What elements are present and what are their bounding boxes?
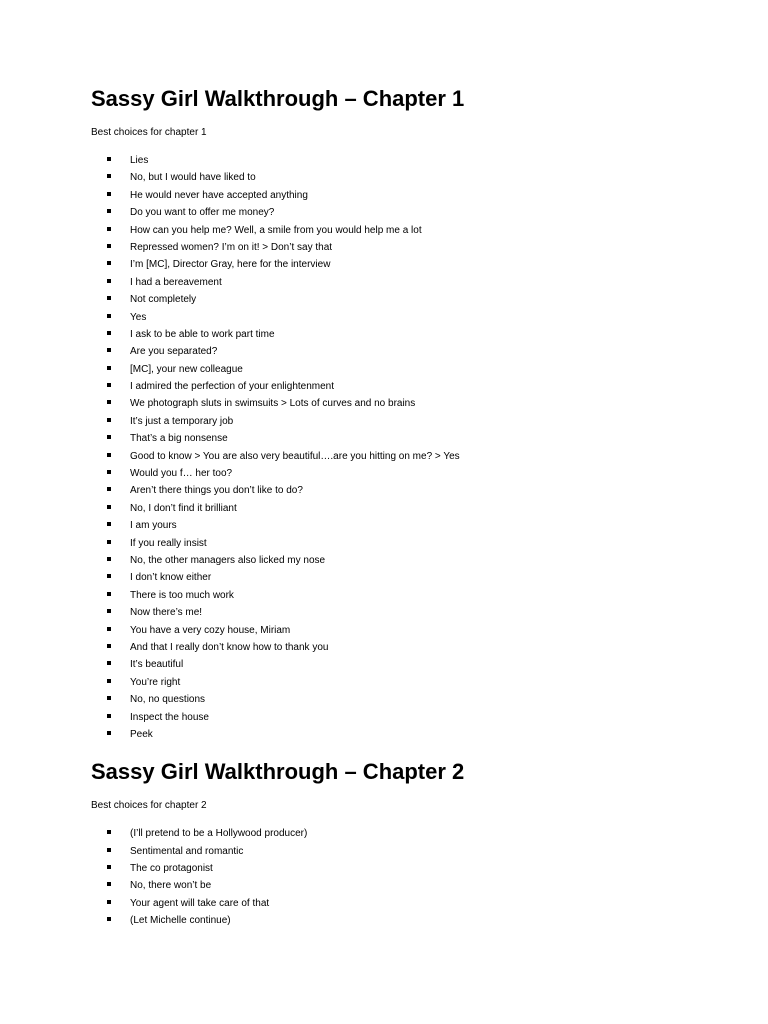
list-item-text: I am yours — [130, 520, 177, 532]
list-item-text: I had a bereavement — [130, 276, 222, 288]
square-bullet-icon — [107, 487, 111, 491]
square-bullet-icon — [107, 522, 111, 526]
list-item — [91, 171, 731, 188]
list-item — [91, 380, 731, 397]
square-bullet-icon — [107, 574, 111, 578]
list-item — [91, 728, 731, 745]
list-item-text: No, there won’t be — [130, 880, 212, 892]
square-bullet-icon — [107, 174, 111, 178]
list-item — [91, 879, 731, 896]
list-item-text: It’s just a temporary job — [130, 415, 234, 427]
list-item-text: (I’ll pretend to be a Hollywood producer) — [130, 828, 308, 840]
square-bullet-icon — [107, 882, 111, 886]
list-item — [91, 624, 731, 641]
list-item — [91, 345, 731, 362]
square-bullet-icon — [107, 279, 111, 283]
list-item — [91, 450, 731, 467]
list-item-text: If you really insist — [130, 537, 207, 549]
square-bullet-icon — [107, 609, 111, 613]
list-item-text: I don’t know either — [130, 572, 212, 584]
list-item-text: Do you want to offer me money? — [130, 207, 275, 219]
list-item — [91, 328, 731, 345]
square-bullet-icon — [107, 679, 111, 683]
square-bullet-icon — [107, 296, 111, 300]
square-bullet-icon — [107, 435, 111, 439]
chapter-1-intro: Best choices for chapter 1 — [91, 127, 207, 138]
list-item — [91, 276, 731, 293]
square-bullet-icon — [107, 383, 111, 387]
list-item — [91, 897, 731, 914]
list-item — [91, 676, 731, 693]
list-item — [91, 827, 731, 844]
list-item — [91, 467, 731, 484]
square-bullet-icon — [107, 453, 111, 457]
list-item-text: Peek — [130, 728, 153, 740]
list-item — [91, 154, 731, 171]
list-item — [91, 537, 731, 554]
square-bullet-icon — [107, 209, 111, 213]
list-item-text: How can you help me? Well, a smile from you would help me a lot — [130, 224, 422, 236]
square-bullet-icon — [107, 557, 111, 561]
list-item — [91, 641, 731, 658]
list-item — [91, 432, 731, 449]
list-item-text: I ask to be able to work part time — [130, 328, 275, 340]
list-item-text: There is too much work — [130, 589, 234, 601]
chapter-1-heading: Sassy Girl Walkthrough – Chapter 1 — [91, 86, 465, 111]
list-item — [91, 484, 731, 501]
list-item — [91, 845, 731, 862]
list-item-text: Sentimental and romantic — [130, 845, 244, 857]
list-item-text: No, I don’t find it brilliant — [130, 502, 237, 514]
square-bullet-icon — [107, 917, 111, 921]
square-bullet-icon — [107, 592, 111, 596]
list-item-text: Good to know > You are also very beautiful….are you hitting on me? > Yes — [130, 450, 460, 462]
list-item-text: That’s a big nonsense — [130, 433, 228, 445]
list-item-text: Repressed women? I’m on it! > Don’t say that — [130, 241, 333, 253]
square-bullet-icon — [107, 470, 111, 474]
square-bullet-icon — [107, 505, 111, 509]
list-item — [91, 862, 731, 879]
square-bullet-icon — [107, 192, 111, 196]
list-item — [91, 502, 731, 519]
list-item — [91, 914, 731, 931]
list-item — [91, 658, 731, 675]
square-bullet-icon — [107, 400, 111, 404]
square-bullet-icon — [107, 314, 111, 318]
list-item — [91, 397, 731, 414]
list-item-text: Not completely — [130, 294, 197, 306]
chapter-2-choice-list — [91, 827, 731, 931]
square-bullet-icon — [107, 366, 111, 370]
square-bullet-icon — [107, 731, 111, 735]
square-bullet-icon — [107, 540, 111, 544]
square-bullet-icon — [107, 627, 111, 631]
list-item-text: I’m [MC], Director Gray, here for the interview — [130, 259, 331, 271]
list-item-text: I admired the perfection of your enlightenment — [130, 381, 335, 393]
list-item — [91, 241, 731, 258]
list-item-text: You have a very cozy house, Miriam — [130, 624, 291, 636]
square-bullet-icon — [107, 227, 111, 231]
list-item-text: Aren’t there things you don’t like to do? — [130, 485, 303, 497]
chapter-2-intro: Best choices for chapter 2 — [91, 800, 207, 812]
square-bullet-icon — [107, 418, 111, 422]
list-item — [91, 206, 731, 223]
list-item — [91, 589, 731, 606]
list-item — [91, 711, 731, 728]
chapter-1-section — [91, 84, 731, 745]
list-item-text: No, no questions — [130, 694, 206, 706]
list-item — [91, 258, 731, 275]
list-item — [91, 554, 731, 571]
list-item-text: Your agent will take care of that — [130, 897, 270, 909]
list-item-text: No, the other managers also licked my nose — [130, 554, 326, 566]
square-bullet-icon — [107, 157, 111, 161]
square-bullet-icon — [107, 865, 111, 869]
list-item-text: Inspect the house — [130, 711, 209, 723]
list-item-text: He would never have accepted anything — [130, 189, 308, 201]
list-item-text: (Let Michelle continue) — [130, 915, 231, 927]
square-bullet-icon — [107, 644, 111, 648]
square-bullet-icon — [107, 714, 111, 718]
list-item-text: It’s beautiful — [130, 659, 184, 671]
list-item — [91, 293, 731, 310]
square-bullet-icon — [107, 661, 111, 665]
list-item-text: You’re right — [130, 676, 181, 688]
square-bullet-icon — [107, 696, 111, 700]
list-item-text: Now there’s me! — [130, 607, 203, 619]
square-bullet-icon — [107, 261, 111, 265]
list-item — [91, 311, 731, 328]
list-item — [91, 224, 731, 241]
list-item — [91, 571, 731, 588]
chapter-2-section — [91, 757, 731, 931]
document-page — [91, 84, 731, 932]
chapter-2-heading: Sassy Girl Walkthrough – Chapter 2 — [91, 759, 465, 785]
list-item — [91, 519, 731, 536]
list-item — [91, 189, 731, 206]
list-item — [91, 606, 731, 623]
list-item-text: No, but I would have liked to — [130, 172, 256, 184]
list-item-text: Yes — [130, 311, 147, 323]
list-item-text: [MC], your new colleague — [130, 363, 243, 375]
list-item — [91, 415, 731, 432]
chapter-1-choice-list — [91, 154, 731, 745]
list-item-text: And that I really don’t know how to thank you — [130, 641, 329, 653]
square-bullet-icon — [107, 331, 111, 335]
list-item-text: Would you f… her too? — [130, 468, 233, 480]
square-bullet-icon — [107, 848, 111, 852]
list-item-text: The co protagonist — [130, 863, 213, 875]
square-bullet-icon — [107, 830, 111, 834]
list-item — [91, 363, 731, 380]
square-bullet-icon — [107, 244, 111, 248]
list-item-text: We photograph sluts in swimsuits > Lots of curves and no brains — [130, 398, 416, 410]
square-bullet-icon — [107, 348, 111, 352]
square-bullet-icon — [107, 900, 111, 904]
list-item-text: Are you separated? — [130, 346, 218, 358]
list-item-text: Lies — [130, 155, 149, 166]
list-item — [91, 693, 731, 710]
